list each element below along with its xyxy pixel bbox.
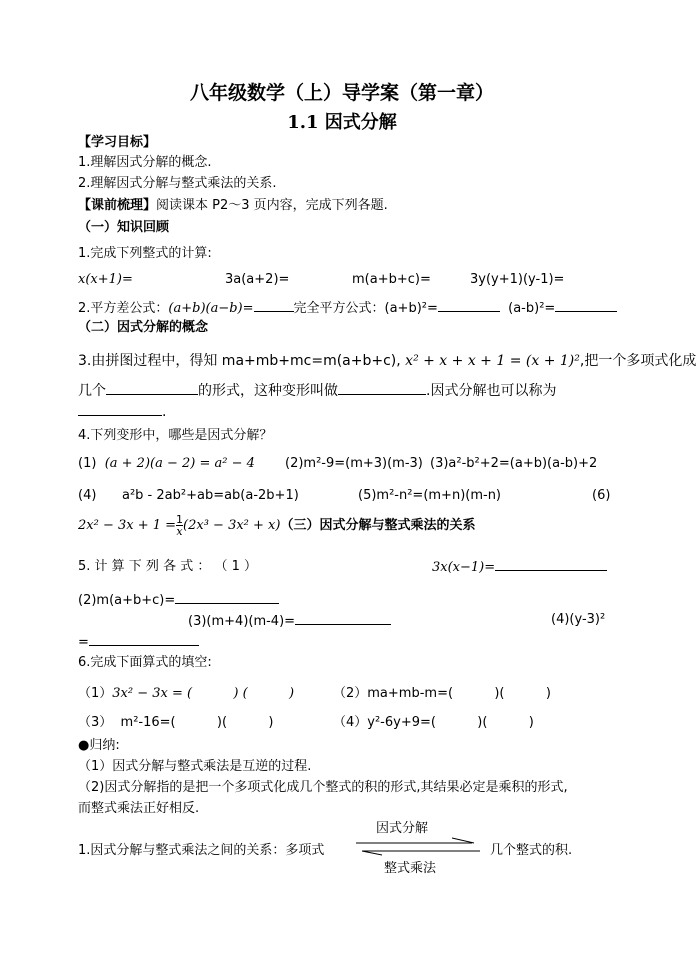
page-subtitle: 1.1 因式分解 (287, 112, 397, 133)
answer-blank[interactable] (175, 590, 279, 604)
section2-heading: （二）因式分解的概念 (78, 320, 209, 335)
summary-item-2: （2)因式分解指的是把一个多项式化成几个整式的积的形式,其结果必定是乘积的形式, (78, 780, 568, 795)
q6-item-2: （2）ma+mb-m=( )( ) (333, 686, 551, 701)
summary-item-3: 而整式乘法正好相反. (78, 801, 200, 816)
q5-expr-2: (2)m(a+b+c)= (78, 593, 176, 608)
section3-heading: （三）因式分解与整式乘法的关系 (280, 518, 476, 533)
q3-text-d: 的形式，这种变形叫做 (198, 383, 338, 399)
q1-item-4: 3y(y+1)(y-1)= (470, 272, 565, 287)
fraction-denominator: x (176, 525, 183, 538)
objectives-heading: 【学习目标】 (78, 135, 157, 150)
page-title: 八年级数学（上）导学案（第一章） (189, 82, 494, 104)
section1-heading: （一）知识回顾 (78, 220, 170, 235)
q2-mid: 完全平方公式：(a+b)²= (293, 301, 438, 316)
q3-text-c: 几个 (78, 383, 106, 399)
q4-item-6-label: (6) (592, 488, 611, 503)
double-arrow-icon (352, 838, 484, 856)
q4-item-2: (2)m²-9=(m+3)(m-3) (285, 456, 423, 471)
q4-expr-1: (a + 2)(a − 2) = a² − 4 (104, 456, 255, 471)
q5-equals: = (78, 635, 89, 650)
q5-item-3 (188, 611, 391, 631)
q5-item-4: (4)(y-3)² (551, 612, 606, 627)
relation-arrow-top-label: 因式分解 (376, 821, 429, 836)
preview-line (78, 197, 388, 215)
q2-end: (a-b)²= (508, 301, 556, 316)
objective-item: 2.理解因式分解与整式乘法的关系. (78, 176, 277, 191)
q1-item-1: x(x+1)= (78, 272, 133, 287)
question-3-line-3 (78, 402, 166, 421)
preview-text: 阅读课本 P2～3 页内容，完成下列各题. (156, 198, 388, 213)
answer-blank[interactable] (106, 381, 198, 395)
relation-arrow-bottom-label: 整式乘法 (384, 861, 437, 876)
q6-label-1: （1） (78, 686, 113, 701)
answer-blank[interactable] (555, 298, 617, 312)
q4-item-1 (78, 455, 255, 473)
q6-item-3: （3） m²-16=( )( ) (78, 715, 274, 730)
q4-item-6 (78, 513, 475, 539)
question-1: 1.完成下列整式的计算: (78, 246, 212, 261)
answer-blank[interactable] (89, 632, 199, 646)
question-6: 6.完成下面算式的填空: (78, 655, 212, 670)
q5-item-1 (432, 557, 607, 577)
answer-blank[interactable] (495, 557, 607, 571)
answer-blank[interactable] (295, 611, 391, 625)
q4-item-4: a²b - 2ab²+ab=ab(a-2b+1) (122, 488, 299, 503)
question-5: 5. 计 算 下 列 各 式 ： （ 1 ） (78, 559, 257, 574)
q6-item-4: （4）y²-6y+9=( )( ) (333, 715, 534, 730)
q1-item-3: m(a+b+c)= (352, 272, 431, 287)
q4-expr-6-right: (2x³ − 3x² + x) (183, 518, 281, 533)
q5-item-4-answer (78, 632, 199, 652)
answer-blank[interactable] (254, 298, 294, 312)
q5-expr-3: (3)(m+4)(m-4)= (188, 614, 296, 629)
fraction-numerator: 1 (176, 513, 184, 526)
q3-expr: x² + x + x + 1 = (x + 1)² (405, 353, 580, 369)
q3-text-b: ,把一个多项式化成 (579, 353, 696, 369)
q3-text-e: .因式分解也可以称为 (426, 383, 557, 399)
answer-blank[interactable] (438, 298, 500, 312)
summary-heading: ●归纳: (78, 738, 120, 753)
objective-item: 1.理解因式分解的概念. (78, 155, 212, 170)
q4-item-4-label: (4) (78, 488, 97, 503)
q6-item-1 (78, 685, 294, 703)
answer-blank[interactable] (78, 402, 162, 416)
answer-blank[interactable] (338, 381, 426, 395)
summary-item-1: （1）因式分解与整式乘法是互逆的过程. (78, 759, 312, 774)
fraction (176, 514, 183, 537)
q4-item-3: (3)a²-b²+2=(a+b)(a-b)+2 (430, 456, 598, 471)
question-4: 4.下列变形中，哪些是因式分解？ (78, 428, 273, 443)
q1-item-2: 3a(a+2)= (225, 272, 290, 287)
question-3-line-1 (78, 352, 696, 370)
q5-item-2 (78, 590, 279, 610)
q4-expr-6-left: 2x² − 3x + 1 = (78, 518, 177, 533)
q3-period: . (162, 404, 167, 420)
q2-expr: (a+b)(a−b)= (168, 301, 254, 316)
q4-item-5: (5)m²-n²=(m+n)(m-n) (358, 488, 501, 503)
relation-text-left: 1.因式分解与整式乘法之间的关系：多项式 (78, 843, 325, 858)
q5-expr-1: 3x(x−1)= (432, 560, 496, 575)
q3-text-a: 3.由拼图过程中，得知 ma+mb+mc=m(a+b+c), (78, 353, 401, 369)
q6-expr-1: 3x² − 3x = ( ) ( ) (112, 686, 295, 701)
question-2 (78, 298, 617, 318)
q2-prefix: 2.平方差公式： (78, 301, 169, 316)
preview-heading: 【课前梳理】 (78, 198, 157, 213)
question-3-line-2 (78, 381, 556, 400)
q4-label-1: (1) (78, 456, 97, 471)
relation-text-right: 几个整式的积. (490, 843, 573, 858)
